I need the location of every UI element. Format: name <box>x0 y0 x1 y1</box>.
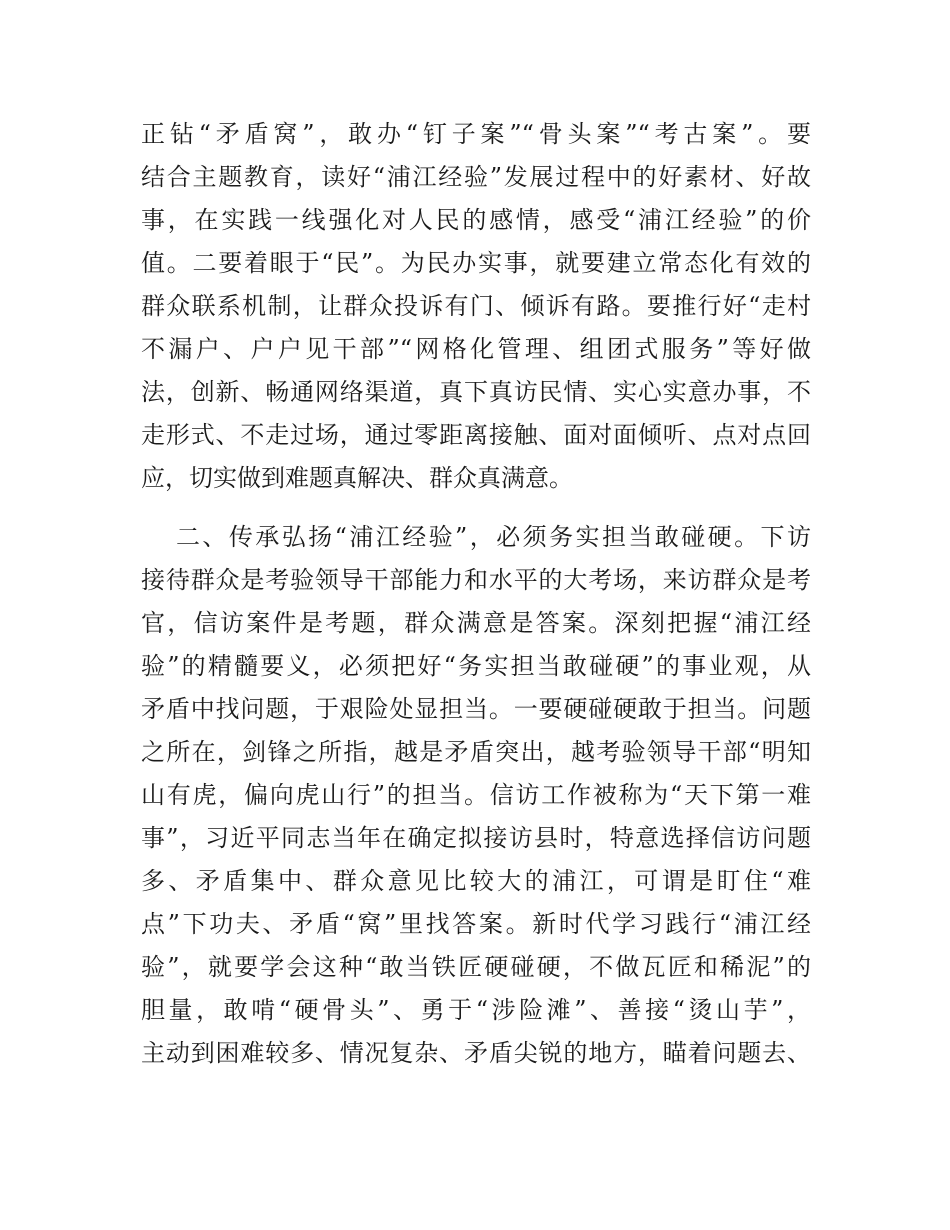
text-line: 多、矛盾集中、群众意见比较大的浦江，可谓是盯住“难 <box>141 867 811 895</box>
text-line: 不漏户、户户见干部”“网格化管理、组团式服务”等好做 <box>141 335 811 363</box>
text-line: 值。二要着眼于“民”。为民办实事，就要建立常态化有效的 <box>141 249 811 277</box>
text-line: 走形式、不走过场，通过零距离接触、面对面倾听、点对点回 <box>141 421 811 449</box>
text-line: 官，信访案件是考题，群众满意是答案。深刻把握“浦江经 <box>141 609 811 637</box>
text-line: 事”，习近平同志当年在确定拟接访县时，特意选择信访问题 <box>141 824 811 852</box>
text-line: 法，创新、畅通网络渠道，真下真访民情、实心实意办事，不 <box>141 378 811 406</box>
text-line: 胆量，敢啃“硬骨头”、勇于“涉险滩”、善接“烫山芋”， <box>141 996 811 1024</box>
text-line: 群众联系机制，让群众投诉有门、倾诉有路。要推行好“走村 <box>141 292 811 320</box>
paragraph-heading-line: 二、传承弘扬“浦江经验”，必须务实担当敢碰硬。下访 <box>176 523 811 551</box>
text-line: 验”，就要学会这种“敢当铁匠硬碰硬，不做瓦匠和稀泥”的 <box>141 953 811 981</box>
text-line: 点”下功夫、矛盾“窝”里找答案。新时代学习践行“浦江经 <box>141 910 811 938</box>
text-line: 结合主题教育，读好“浦江经验”发展过程中的好素材、好故 <box>141 163 811 191</box>
text-line: 应，切实做到难题真解决、群众真满意。 <box>141 464 573 492</box>
text-line: 山有虎，偏向虎山行”的担当。信访工作被称为“天下第一难 <box>141 781 811 809</box>
text-line: 事，在实践一线强化对人民的感情，感受“浦江经验”的价 <box>141 206 811 234</box>
text-line: 验”的精髓要义，必须把好“务实担当敢碰硬”的事业观，从 <box>141 652 811 680</box>
text-line: 矛盾中找问题，于艰险处显担当。一要硬碰硬敢于担当。问题 <box>141 695 811 723</box>
text-line: 正钻“矛盾窝”，敢办“钉子案”“骨头案”“考古案”。要 <box>141 120 811 148</box>
text-line: 主动到困难较多、情况复杂、矛盾尖锐的地方，瞄着问题去、 <box>141 1039 811 1067</box>
text-line: 之所在，剑锋之所指，越是矛盾突出，越考验领导干部“明知 <box>141 738 811 766</box>
text-line: 接待群众是考验领导干部能力和水平的大考场，来访群众是考 <box>141 566 811 594</box>
